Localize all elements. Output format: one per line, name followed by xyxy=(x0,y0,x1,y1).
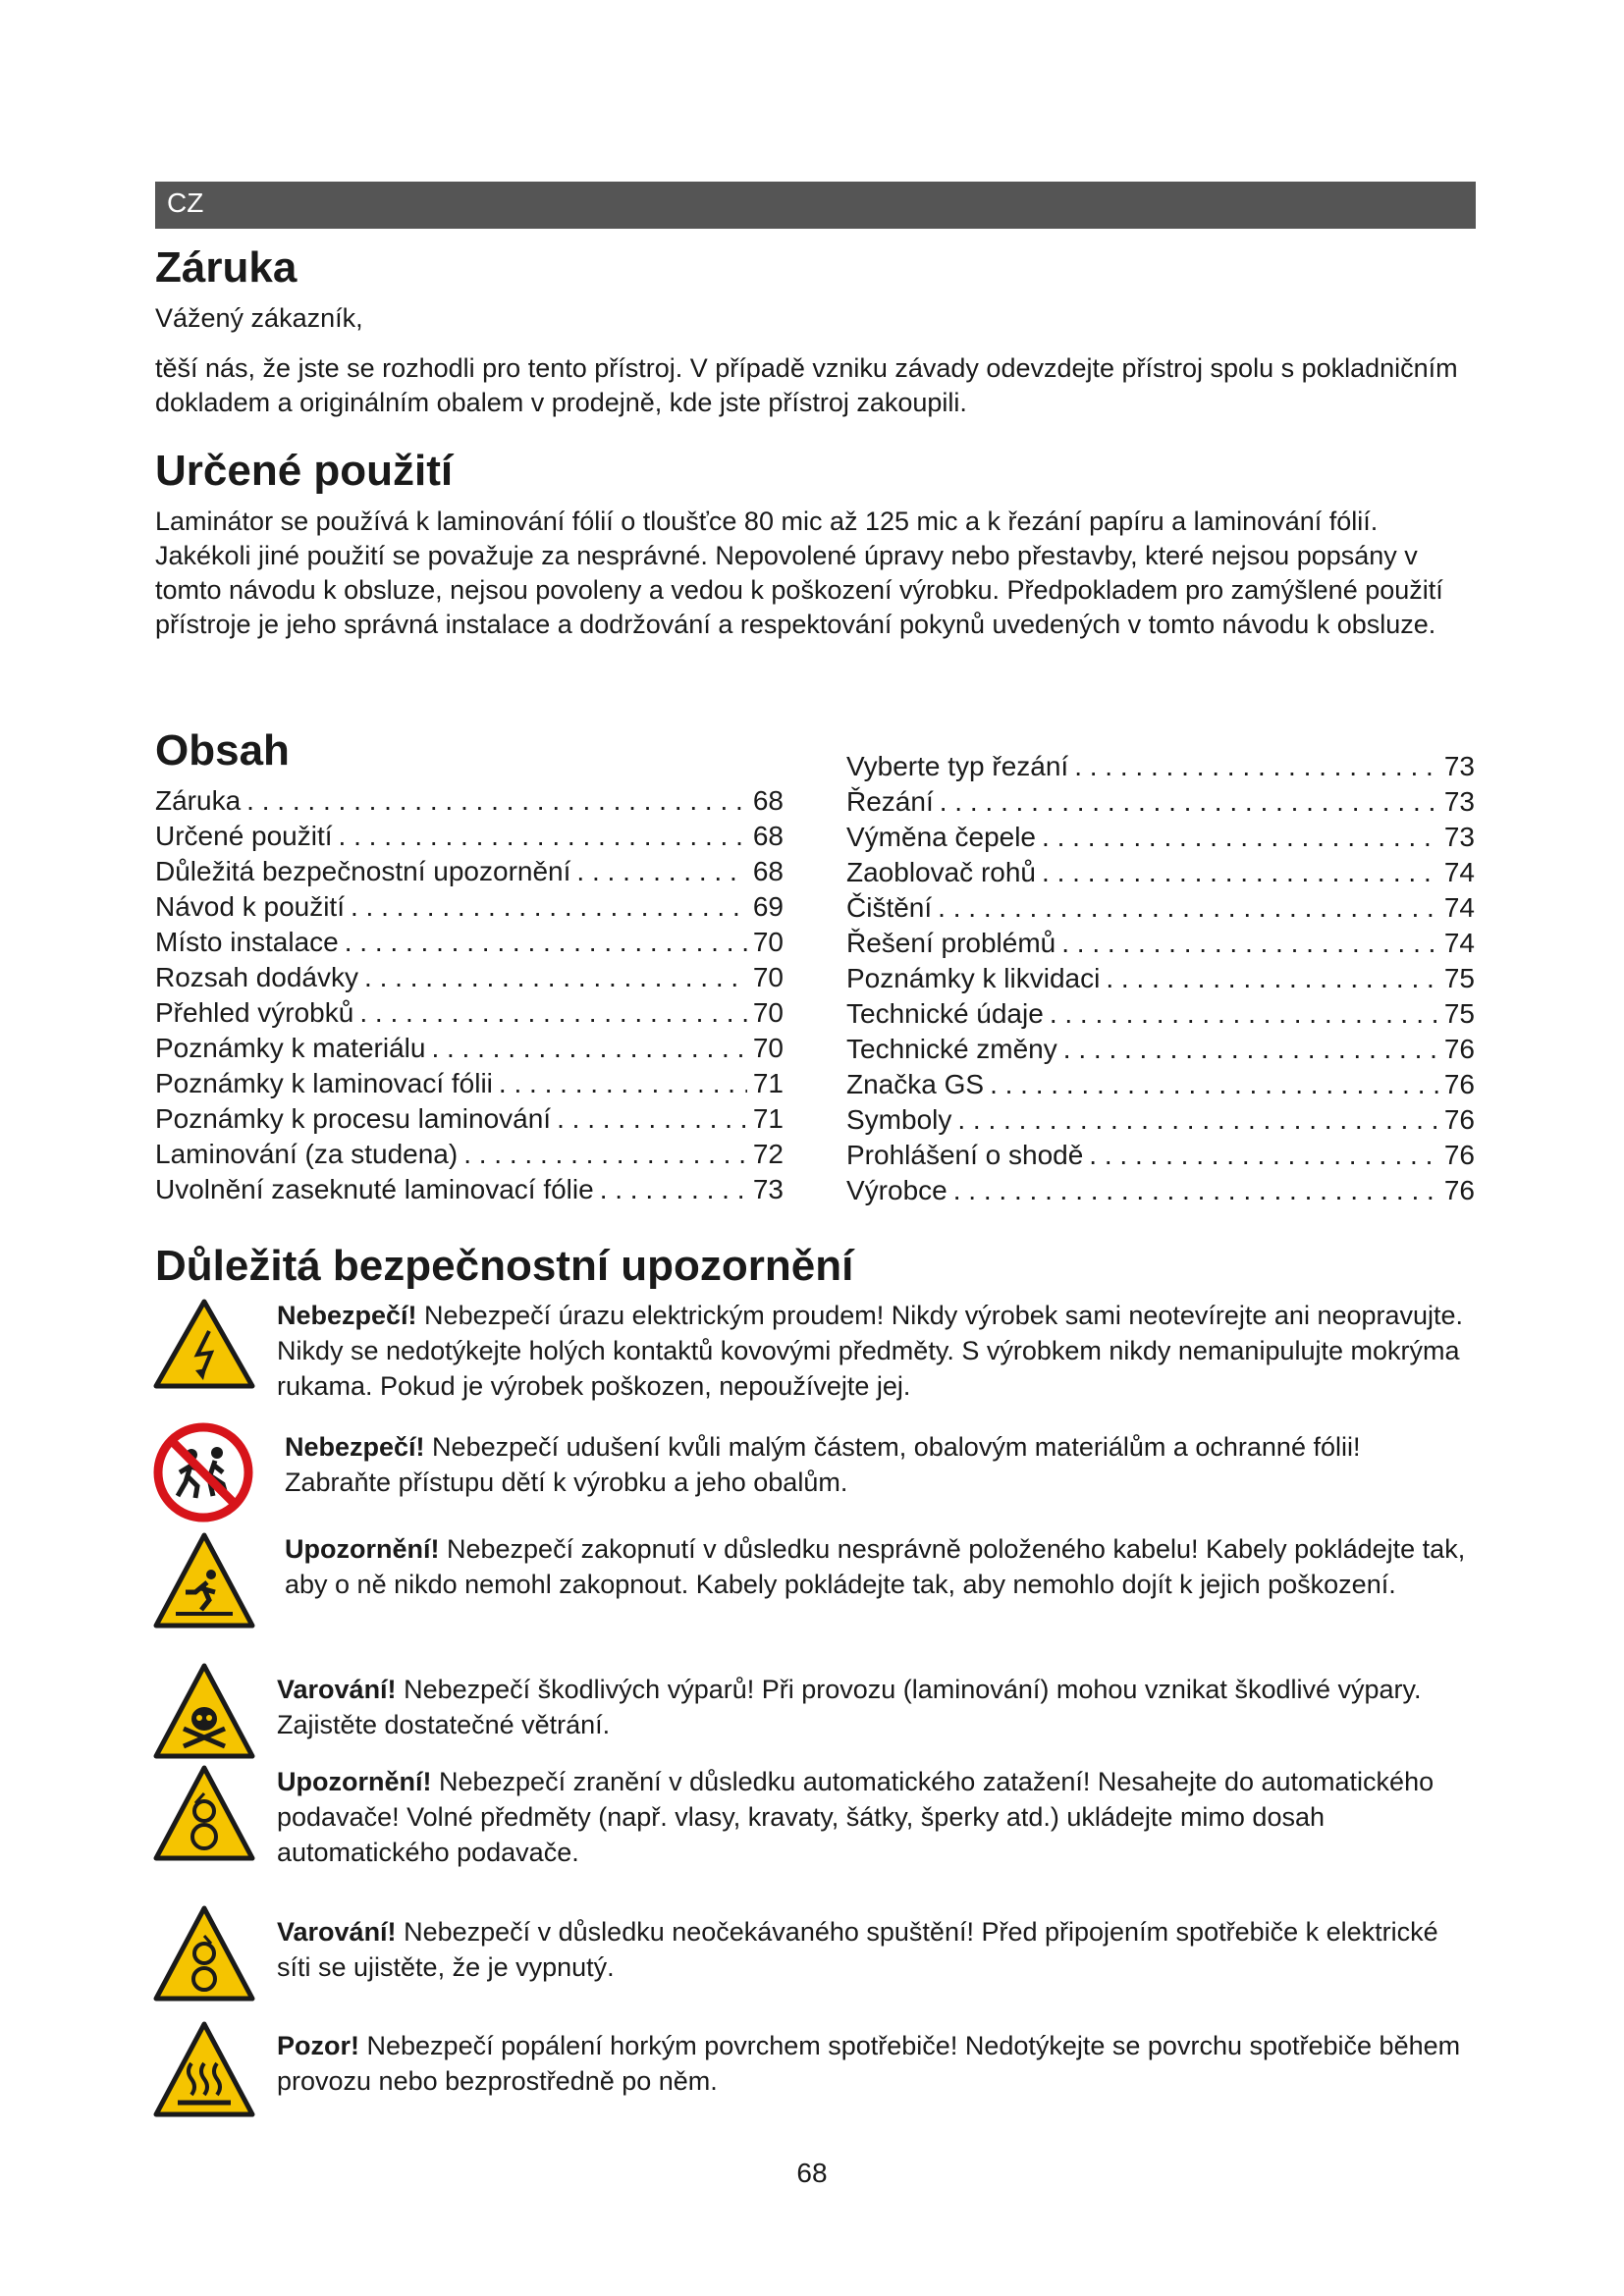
automatic-feed-hazard-icon xyxy=(152,1764,256,1866)
toc-entry[interactable]: Přehled výrobků . . . 70 xyxy=(155,995,784,1031)
intended-use-text: Laminátor se používá k laminování fólií o tloušťce 80 mic až 125 mic a k řezání papíru a laminování fólií. Jakékoli jiné použití se považuje za nesprávné. Nepovolené úpravy nebo přestavby, které nejsou popsány v tomto návodu k obsluze, nejsou povoleny a vedou k poškození výrobku. Předpokladem pro zamýšlené použití přístroje je jeho správná instalace a dodržování a respektování pokynů uvedených v tomto návodu k obsluze. xyxy=(155,507,1443,639)
toc-entry[interactable]: Poznámky k likvidaci . . . 75 xyxy=(846,961,1475,996)
toc-entry[interactable]: Výrobce . . . 76 xyxy=(846,1173,1475,1208)
toc-entry[interactable]: Prohlášení o shodě . . . 76 xyxy=(846,1138,1475,1173)
no-children-prohibition-icon xyxy=(152,1421,254,1523)
toc-entry[interactable]: Symboly . . . 76 xyxy=(846,1102,1475,1138)
toc-entry[interactable]: Poznámky k materiálu . . . 70 xyxy=(155,1031,784,1066)
toc-entry[interactable]: Poznámky k laminovací fólii . . . 71 xyxy=(155,1066,784,1101)
toc-entry[interactable]: Místo instalace . . . 70 xyxy=(155,925,784,960)
page-number: 68 xyxy=(796,2158,828,2188)
safety-item xyxy=(152,1421,1478,1529)
toc-entry[interactable]: Značka GS . . . 76 xyxy=(846,1067,1475,1102)
warranty-heading: Záruka xyxy=(155,243,298,292)
safety-item xyxy=(152,1764,1478,1872)
toc-entry[interactable]: Důležitá bezpečnostní upozornění . . . 68 xyxy=(155,854,784,889)
toc-entry[interactable]: Řešení problémů . . . 74 xyxy=(846,926,1475,961)
safety-heading: Důležitá bezpečnostní upozornění xyxy=(155,1242,854,1290)
unexpected-start-hazard-icon xyxy=(152,1904,256,2006)
toc-entry[interactable]: Vyberte typ řezání . . . 73 xyxy=(846,749,1475,784)
safety-text: Nebezpečí v důsledku neočekávaného spuštění! Před připojením spotřebiče k elektrické síti se ujistěte, že je vypnutý. xyxy=(277,1917,1438,1982)
safety-item xyxy=(152,1904,1478,2012)
safety-keyword: Nebezpečí! xyxy=(277,1301,417,1330)
safety-text: Nebezpečí zranění v důsledku automatického zatažení! Nesahejte do automatického podavače! Volné předměty (např. vlasy, kravaty, šátky, šperky atd.) ukládejte mimo dosah automatického podavače. xyxy=(277,1767,1435,1867)
safety-text: Nebezpečí zakopnutí v důsledku nesprávně položeného kabelu! Kabely pokládejte tak, aby o ně nikdo nemohl zakopnout. Kabely pokládejte tak, aby nemohlo dojít k jejich poškození. xyxy=(285,1534,1466,1599)
toc-entry[interactable]: Poznámky k procesu laminování . . . 71 xyxy=(155,1101,784,1137)
toxic-hazard-icon xyxy=(152,1662,256,1764)
toc-entry[interactable]: Technické změny . . . 76 xyxy=(846,1032,1475,1067)
toc-entry[interactable]: Záruka . . . 68 xyxy=(155,783,784,819)
toc-entry[interactable]: Uvolnění zaseknuté laminovací fólie . . . 73 xyxy=(155,1172,784,1207)
toc-right-column xyxy=(846,749,1475,1208)
toc-entry[interactable]: Návod k použití . . . 69 xyxy=(155,889,784,925)
safety-item xyxy=(152,1662,1478,1770)
toc-entry[interactable]: Výměna čepele . . . 73 xyxy=(846,820,1475,855)
electric-shock-warning-icon xyxy=(152,1298,256,1392)
safety-item xyxy=(152,1531,1478,1639)
toc-entry[interactable]: Zaoblovač rohů . . . 74 xyxy=(846,855,1475,890)
safety-text: Nebezpečí popálení horkým povrchem spotřebiče! Nedotýkejte se povrchu spotřebiče během provozu nebo bezprostředně po něm. xyxy=(277,2031,1461,2096)
toc-entry[interactable]: Určené použití . . . 68 xyxy=(155,819,784,854)
safety-keyword: Nebezpečí! xyxy=(285,1432,425,1462)
safety-keyword: Varování! xyxy=(277,1675,397,1704)
toc-left-column xyxy=(155,783,784,1207)
safety-keyword: Varování! xyxy=(277,1917,397,1947)
language-bar xyxy=(155,182,1476,229)
safety-text: Nebezpečí úrazu elektrickým proudem! Nikdy výrobek sami neotevírejte ani neopravujte. Nikdy se nedotýkejte holých kontaktů kovovými předměty. S výrobkem nikdy nemanipulujte mokrýma rukama. Pokud je výrobek poškozen, nepoužívejte jej. xyxy=(277,1301,1464,1401)
tripping-hazard-icon xyxy=(152,1531,256,1633)
language-label: CZ xyxy=(167,187,204,218)
toc-entry[interactable]: Řezání . . . 73 xyxy=(846,784,1475,820)
safety-keyword: Upozornění! xyxy=(277,1767,432,1796)
safety-text: Nebezpečí škodlivých výparů! Při provozu (laminování) mohou vznikat škodlivé výpary. Zajistěte dostatečné větrání. xyxy=(277,1675,1422,1739)
toc-heading: Obsah xyxy=(155,726,290,774)
warranty-text: těší nás, že jste se rozhodli pro tento přístroj. V případě vzniku závady odevzdejte přístroj spolu s pokladničním dokladem a originálním obalem v prodejně, kde jste přístroj zakoupili. xyxy=(155,353,1458,417)
hot-surface-hazard-icon xyxy=(152,2020,256,2122)
safety-text: Nebezpečí udušení kvůli malým částem, obalovým materiálům a ochranné fólii! Zabraňte přístupu dětí k výrobku a jeho obalům. xyxy=(285,1432,1361,1497)
safety-keyword: Upozornění! xyxy=(285,1534,440,1564)
toc-entry[interactable]: Technické údaje . . . 75 xyxy=(846,996,1475,1032)
toc-entry[interactable]: Laminování (za studena) . . . 72 xyxy=(155,1137,784,1172)
toc-entry[interactable]: Čištění . . . 74 xyxy=(846,890,1475,926)
warranty-greeting: Vážený zákazník, xyxy=(155,303,363,333)
safety-item xyxy=(152,1298,1478,1406)
safety-keyword: Pozor! xyxy=(277,2031,359,2060)
intended-use-heading: Určené použití xyxy=(155,447,454,495)
safety-item xyxy=(152,2020,1478,2128)
toc-entry[interactable]: Rozsah dodávky . . . 70 xyxy=(155,960,784,995)
